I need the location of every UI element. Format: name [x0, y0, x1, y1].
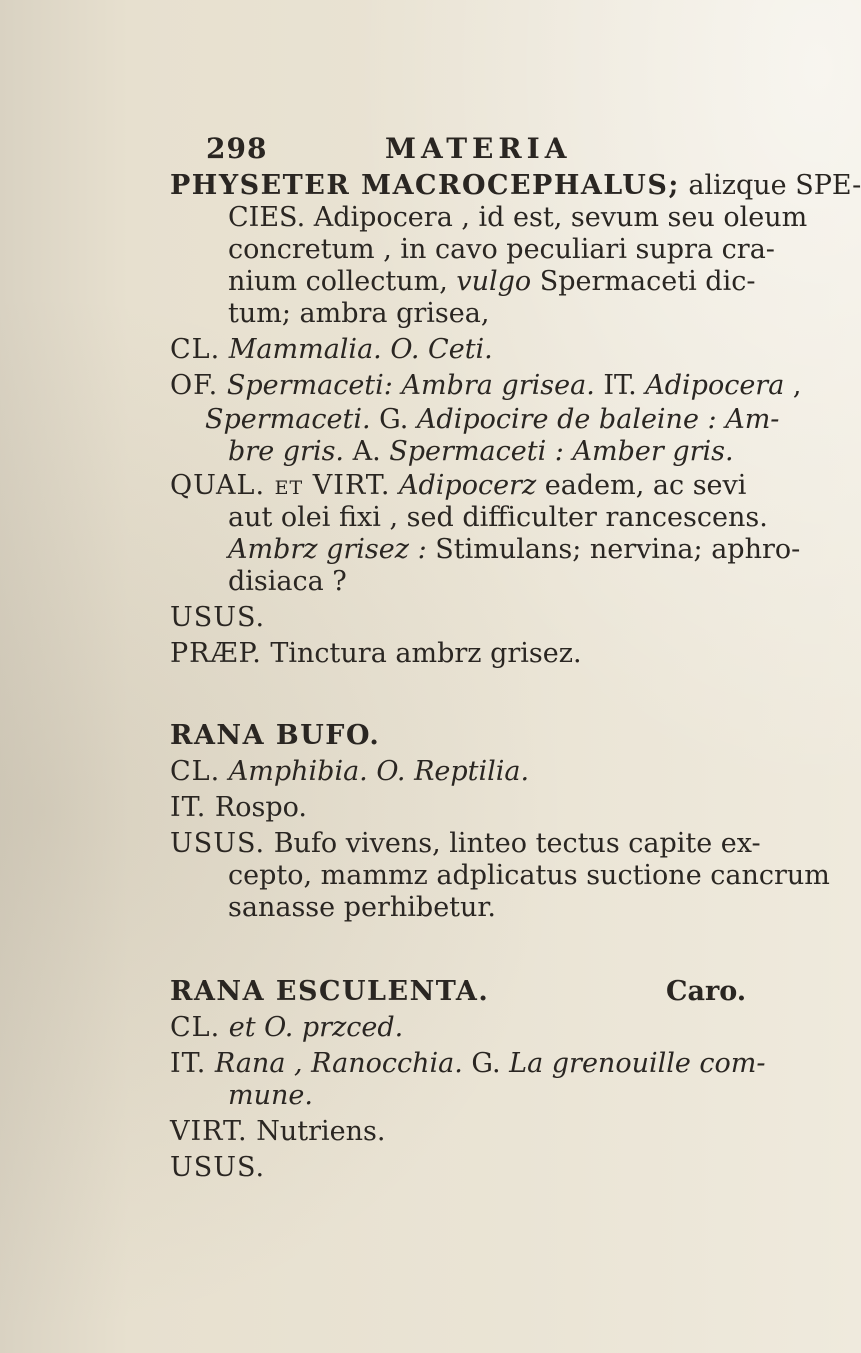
- rana-bufo-italian-line: [170, 792, 307, 824]
- synonym-french: Adipocire de baleine : Am-: [416, 404, 780, 435]
- qualities-rest: eadem, ac sevi: [536, 470, 747, 501]
- physeter-qualities-line-4: disiaca ?: [228, 566, 347, 597]
- physeter-praeparatio: [170, 638, 582, 670]
- rana-bufo-usus-line-2: cepto, mammz adplicatus suctione cancrum: [228, 860, 830, 891]
- physeter-line-5: tum; ambra grisea,: [228, 298, 490, 329]
- qualities-label: QUAL. et VIRT.: [170, 470, 391, 501]
- physeter-line-1: [170, 170, 861, 202]
- rana-esculenta-margin-note: Caro.: [666, 976, 747, 1007]
- physeter-qualities-line-1: [170, 470, 746, 502]
- physeter-line-4b: Spermaceti dic-: [531, 266, 756, 297]
- physeter-synonyms-line-1: [205, 404, 779, 436]
- qualities-italic: Adipocerz: [390, 470, 537, 501]
- french-name: La grenouille com-: [509, 1048, 766, 1079]
- rana-esculenta-virtues-line: [170, 1116, 385, 1148]
- praeparatio-label: PRÆP.: [170, 638, 262, 669]
- synonym-a-label: A.: [344, 436, 390, 467]
- italian-g-label: G.: [462, 1048, 510, 1079]
- italian-label: IT.: [170, 1048, 207, 1079]
- officinal-end: ,: [784, 370, 802, 401]
- page-header: [0, 132, 800, 172]
- officinal-it-label: IT.: [594, 370, 646, 401]
- officinal-label: OF.: [170, 370, 219, 401]
- usus-text: Bufo vivens, linteo tectus capite ex-: [265, 828, 761, 859]
- physeter-line-3: concretum , in cavo peculiari supra cra-: [228, 234, 775, 265]
- qualities-ambra: Ambrz grisez :: [228, 534, 427, 565]
- officinal-it-name: Adipocera: [645, 370, 785, 401]
- physeter-line-2: CIES. Adipocera , id est, sevum seu oleum: [228, 202, 808, 233]
- rana-esculenta-italian-line: [170, 1048, 766, 1080]
- qualities-stimulans: Stimulans; nervina; aphro-: [426, 534, 801, 565]
- rana-esculenta-usus: USUS.: [170, 1152, 266, 1183]
- class-text: Mammalia. O. Ceti.: [220, 334, 493, 365]
- physeter-title: PHYSETER MACROCEPHALUS;: [170, 170, 680, 201]
- physeter-synonyms-line-2: [228, 436, 734, 468]
- physeter-line-1-rest: alizque SPE-: [679, 170, 861, 201]
- class-text: et O. przced.: [220, 1012, 404, 1043]
- synonym-spermaceti: Spermaceti.: [205, 404, 371, 435]
- physeter-line-4a: nium collectum,: [228, 266, 457, 297]
- rana-esculenta-class-line: [170, 1012, 403, 1044]
- class-label: CL.: [170, 1012, 221, 1043]
- rana-bufo-usus-line-3: sanasse perhibetur.: [228, 892, 496, 923]
- praeparatio-text: Tinctura ambrz grisez.: [261, 638, 582, 669]
- physeter-line-4: [228, 266, 755, 298]
- physeter-line-4-italic: vulgo: [456, 266, 532, 297]
- italian-label: IT.: [170, 792, 207, 823]
- physeter-usus: USUS.: [170, 602, 266, 633]
- italian-text: Rana , Ranocchia.: [206, 1048, 463, 1079]
- synonym-g-label: G.: [370, 404, 417, 435]
- synonym-bre-gris: bre gris.: [228, 436, 345, 467]
- virtues-label: VIRT.: [170, 1116, 248, 1147]
- rana-bufo-class-line: [170, 756, 529, 788]
- physeter-qualities-line-3: [228, 534, 800, 566]
- physeter-qualities-line-2: aut olei fixi , sed difficulter rancescens.: [228, 502, 768, 533]
- synonym-english: Spermaceti : Amber gris.: [389, 436, 734, 467]
- virtues-text: Nutriens.: [247, 1116, 386, 1147]
- rana-bufo-title: RANA BUFO.: [170, 720, 381, 751]
- class-label: CL.: [170, 334, 221, 365]
- officinal-text: Spermaceti: Ambra grisea.: [218, 370, 595, 401]
- class-text: Amphibia. O. Reptilia.: [220, 756, 530, 787]
- usus-label: USUS.: [170, 828, 266, 859]
- rana-esculenta-italian-line-2: mune.: [228, 1080, 313, 1111]
- page-number: 298: [206, 132, 268, 165]
- rana-bufo-usus-line-1: [170, 828, 761, 860]
- class-label: CL.: [170, 756, 221, 787]
- physeter-class-line: [170, 334, 493, 366]
- italian-text: Rospo.: [206, 792, 307, 823]
- rana-esculenta-title: RANA ESCULENTA.: [170, 976, 490, 1007]
- physeter-officinal-line: [170, 370, 801, 402]
- running-head: MATERIA: [385, 132, 572, 165]
